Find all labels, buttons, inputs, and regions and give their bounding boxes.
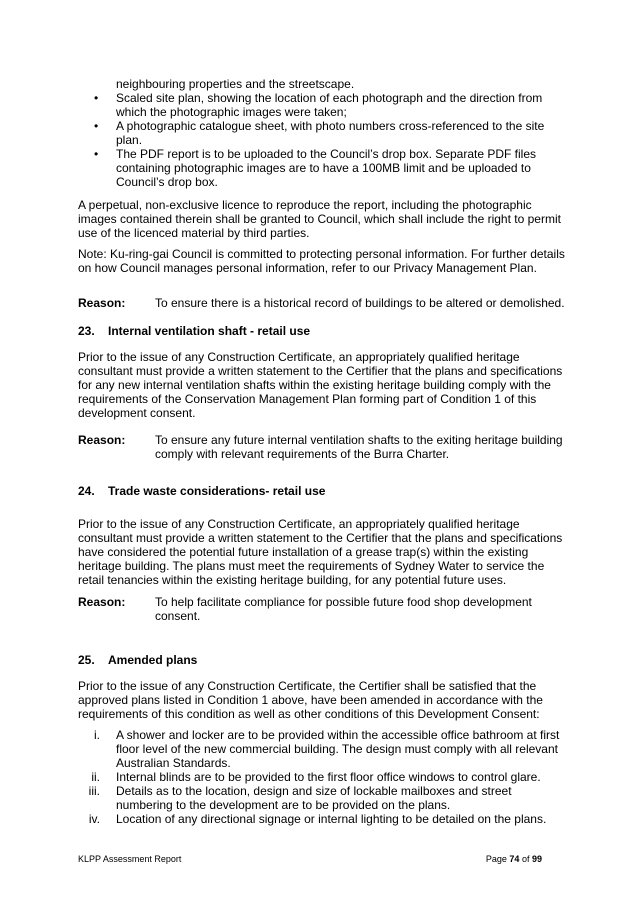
reason-text: To help facilitate compliance for possible future food shop development consent. — [155, 595, 532, 623]
licence-paragraph: A perpetual, non-exclusive licence to reproduce the report, including the photographic images contained therein shall be granted to Council, which shall include the right to permit use of the licenced material by third parties. — [78, 198, 561, 240]
amendments-list — [78, 728, 568, 826]
condition-25-body: Prior to the issue of any Construction Certificate, the Certifier shall be satisfied that the approved plans listed in Condition 1 above, have been amended in accordance with the requirements of this condition as well as other conditions of this Development Consent: — [78, 679, 543, 721]
amendment-item: iii. Details as to the location, design and size of lockable mailboxes and street numbering to the development are to be provided on the plans. — [78, 784, 568, 812]
condition-number: 25. — [78, 653, 95, 667]
condition-24-body: Prior to the issue of any Construction Certificate, an appropriately qualified heritage consultant must provide a written statement to the Certifier that the plans and specifications have considered the potential future installation of a grease trap(s) within the existing heritage building. The plans must meet the requirements of Sydney Water to service the retail tenancies within the existing heritage building, for any potential future uses. — [78, 517, 563, 587]
bullet-icon: • — [94, 147, 99, 161]
page-number-indicator: Page 74 of 99 — [485, 854, 542, 864]
reason-22 — [78, 296, 568, 310]
bullet-continuation: neighbouring properties and the streetscape. — [116, 77, 355, 91]
bullet-item: • Scaled site plan, showing the location of each photograph and the direction from which the photographic images were taken; — [94, 91, 543, 119]
reason-text: To ensure there is a historical record of buildings to be altered or demolished. — [155, 296, 565, 310]
condition-number: 23. — [78, 324, 95, 338]
item-numeral: iii. — [88, 784, 100, 798]
condition-title: Trade waste considerations- retail use — [108, 484, 326, 498]
reason-text: To ensure any future internal ventilation shafts to the exiting heritage building comply with relevant requirements of the Burra Charter. — [155, 433, 563, 461]
bullet-item: • The PDF report is to be uploaded to the Council’s drop box. Separate PDF files containing photographic images are to have a 100MB limit and be uploaded to Council’s drop box. — [94, 147, 537, 189]
item-numeral: iv. — [88, 812, 100, 826]
condition-title: Amended plans — [108, 653, 198, 667]
bullet-item: • A photographic catalogue sheet, with photo numbers cross-referenced to the site plan. — [94, 119, 545, 147]
condition-24-heading — [78, 484, 568, 498]
condition-title: Internal ventilation shaft - retail use — [108, 324, 311, 338]
condition-number: 24. — [78, 484, 95, 498]
bullet-icon: • — [94, 119, 99, 133]
reason-label: Reason: — [78, 296, 126, 310]
footer-report-name: KLPP Assessment Report — [78, 854, 182, 864]
item-numeral: ii. — [91, 770, 100, 784]
reason-label: Reason: — [78, 595, 126, 609]
current-page: 74 — [509, 854, 520, 864]
amendment-item: iv. Location of any directional signage or internal lighting to be detailed on the plans. — [78, 812, 568, 826]
reason-23 — [78, 433, 568, 461]
bullet-list — [78, 91, 568, 189]
total-pages: 99 — [531, 854, 542, 864]
bullet-icon: • — [94, 91, 99, 105]
page-footer — [78, 853, 542, 865]
intro-bullet-list — [78, 77, 568, 189]
reason-24 — [78, 595, 568, 623]
amendment-item: ii. Internal blinds are to be provided to the first floor office windows to control glare. — [78, 770, 568, 784]
reason-label: Reason: — [78, 433, 126, 447]
item-numeral: i. — [94, 728, 100, 742]
condition-25-heading — [78, 653, 568, 667]
amendment-item: i. A shower and locker are to be provided within the accessible office bathroom at first floor level of the new commercial building. The design must comply with all relevant Australian Standards. — [78, 728, 568, 770]
condition-23-heading — [78, 324, 568, 338]
condition-23-body: Prior to the issue of any Construction Certificate, an appropriately qualified heritage consultant must provide a written statement to the Certifier that the plans and specifications for any new internal ventilation shafts within the existing heritage building comply with the requirements of the Conservation Management Plan forming part of Condition 1 of this development consent. — [78, 350, 563, 420]
note-paragraph: Note: Ku-ring-gai Council is committed to protecting personal information. For further details on how Council manages personal information, refer to our Privacy Management Plan. — [78, 247, 565, 275]
